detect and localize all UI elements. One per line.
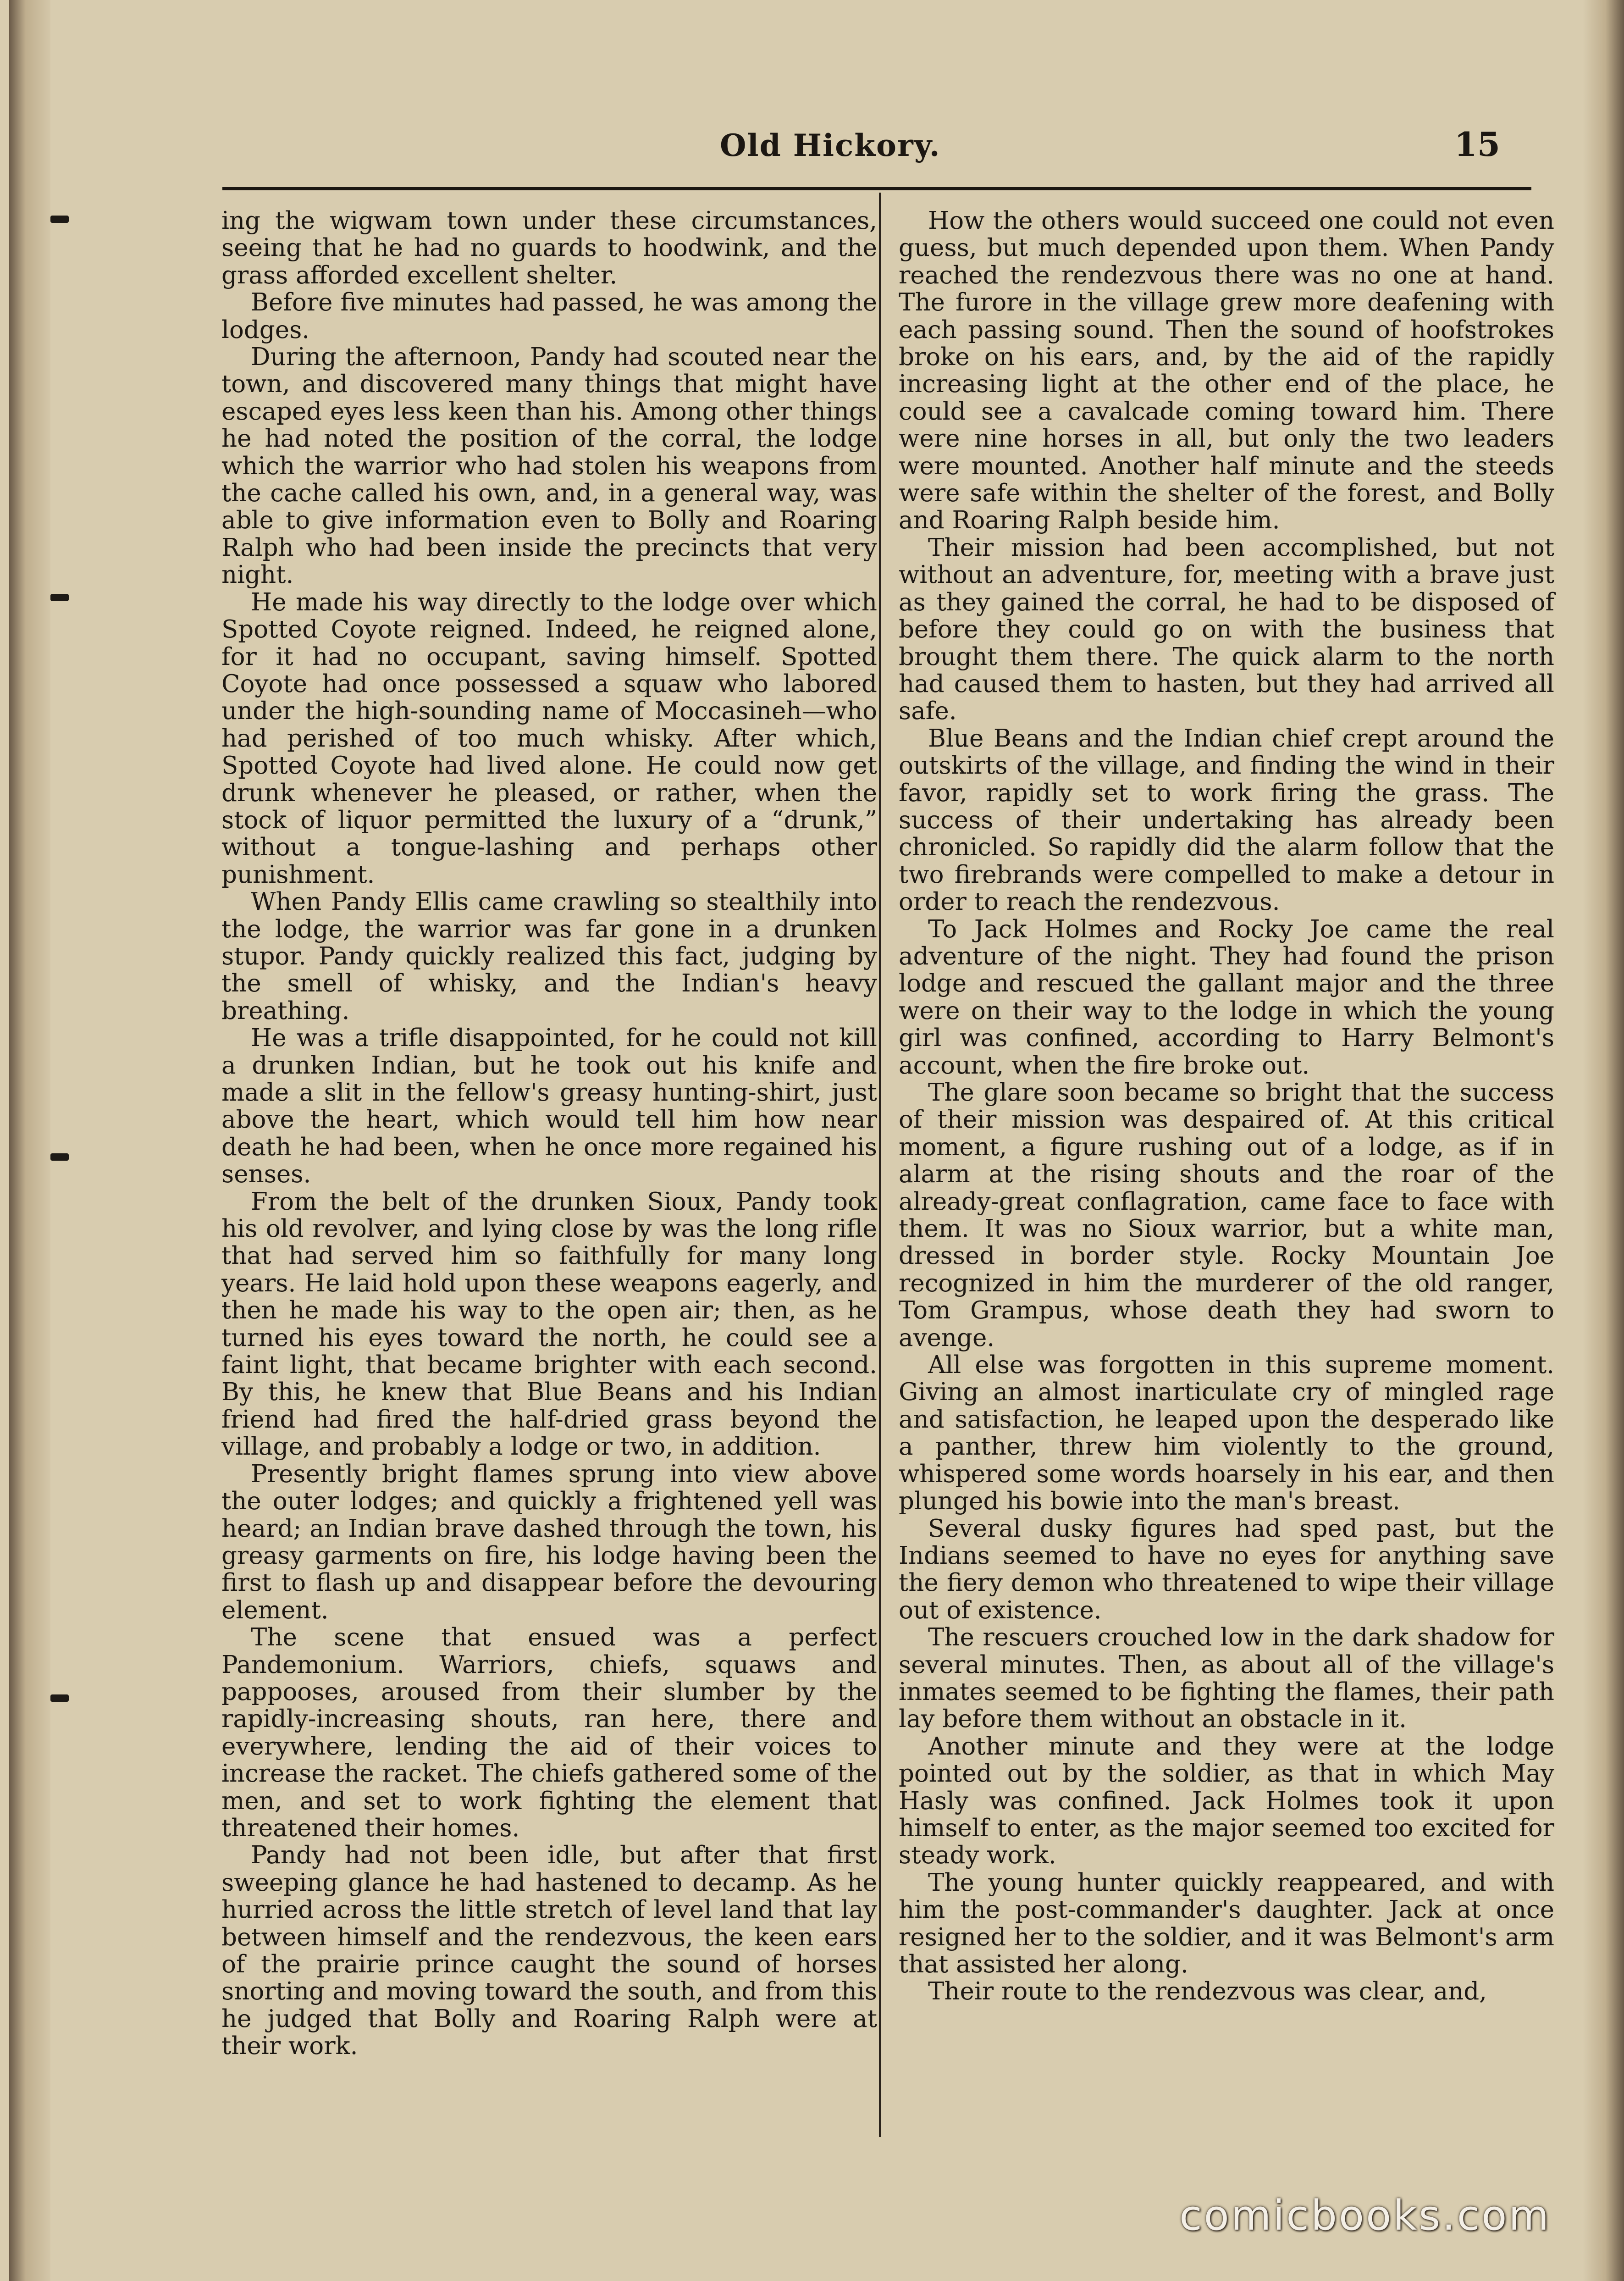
page-right-edge	[1583, 0, 1624, 2281]
page-left-edge	[9, 0, 50, 2281]
running-head-title: Old Hickory.	[720, 127, 941, 163]
header-rule	[222, 187, 1531, 190]
paragraph: ing the wigwam town under these circumstances, seeing that he had no guards to hoodwink, and the grass afforded excellent shelter.	[221, 207, 877, 289]
paragraph: The glare soon became so bright that the success of their mission was despaired of. At this critical moment, a figure rushing out of a lodge, as if in alarm at the rising shouts and the roar of the already-great conflagration, came face to face with them. It was no Sioux warrior, but a white man, dressed in border style. Rocky Mountain Joe recognized in him the murderer of the old ranger, Tom Grampus, whose death they had sworn to avenge.	[899, 1079, 1554, 1352]
paragraph: The young hunter quickly reappeared, and with him the post-commander's daughter. Jack at once resigned her to the soldier, and it was Belmont's arm that assisted her along.	[899, 1868, 1554, 1978]
paragraph: How the others would succeed one could not even guess, but much depended upon them. When Pandy reached the rendezvous there was no one at hand. The furore in the village grew more deafening with each passing sound. Then the sound of hoofstrokes broke on his ears, and, by the aid of the rapidly increasing light at the other end of the place, he could see a cavalcade coming toward him. There were nine horses in all, but only the two leaders were mounted. Another half minute and the steeds were safe within the shelter of the forest, and Bolly and Roaring Ralph beside him.	[899, 207, 1554, 535]
magazine-page	[9, 0, 1624, 2281]
paragraph: Their route to the rendezvous was clear, and,	[928, 1977, 1487, 2006]
watermark-text: comicbooks.com	[1179, 2192, 1551, 2240]
paragraph: From the belt of the drunken Sioux, Pandy took his old revolver, and lying close by was the long rifle that had served him so faithfully for many long years. He laid hold upon these weapons eagerly, and then he made his way to the open air; then, as he turned his eyes toward the north, he could see a faint light, that became brighter with each second. By this, he knew that Blue Beans and his Indian friend had fired the half-dried grass beyond the village, and probably a lodge or two, in addition.	[221, 1187, 877, 1461]
paragraph: Pandy had not been idle, but after that first sweeping glance he had hastened to decamp. As he hurried across the little stretch of level land that lay between himself and the rendezvous, the keen ears of the prairie prince caught the sound of horses snorting and moving toward the south, and from this he judged that Bolly and Roaring Ralph were at their work.	[221, 1841, 877, 2060]
paragraph: To Jack Holmes and Rocky Joe came the real adventure of the night. They had found the prison lodge and rescued the gallant major and the three were on their way to the lodge in which the young girl was confined, according to Harry Belmont's account, when the fire broke out.	[899, 915, 1554, 1080]
paragraph: Their mission had been accomplished, but not without an adventure, for, meeting with a brave just as they gained the corral, he had to be disposed of before they could go on with the business that brought them there. The quick alarm to the north had caused them to hasten, but they had arrived all safe.	[899, 533, 1554, 725]
binding-staple-mark	[50, 594, 69, 601]
paragraph: Before five minutes had passed, he was among the lodges.	[221, 288, 877, 344]
paragraph: When Pandy Ellis came crawling so stealthily into the lodge, the warrior was far gone in a drunken stupor. Pandy quickly realized this fact, judging by the smell of whisky, and the Indian's heavy breathing.	[221, 888, 877, 1025]
page-number: 15	[1454, 125, 1500, 164]
binding-staple-mark	[50, 216, 69, 223]
column-divider	[879, 193, 881, 2137]
paragraph: Presently bright flames sprung into view above the outer lodges; and quickly a frightened yell was heard; an Indian brave dashed through the town, his greasy garments on fire, his lodge having been the first to flash up and disappear before the devouring element.	[221, 1460, 877, 1624]
left-column	[221, 207, 877, 2060]
paragraph: Blue Beans and the Indian chief crept around the outskirts of the village, and finding the wind in their favor, rapidly set to work firing the grass. The success of their undertaking has already been chronicled. So rapidly did the alarm follow that the two firebrands were compelled to make a detour in order to reach the rendezvous.	[899, 724, 1554, 916]
paragraph: He was a trifle disappointed, for he could not kill a drunken Indian, but he took out his knife and made a slit in the fellow's greasy hunting-shirt, just above the heart, which would tell him how near death he had been, when he once more regained his senses.	[221, 1024, 877, 1189]
paragraph: Several dusky figures had sped past, but the Indians seemed to have no eyes for anything save the fiery demon who threatened to wipe their village out of existence.	[899, 1514, 1554, 1624]
right-column	[899, 207, 1554, 2005]
paragraph: He made his way directly to the lodge over which Spotted Coyote reigned. Indeed, he reigned alone, for it had no occupant, saving himself. Spotted Coyote had once possessed a squaw who labored under the high-sounding name of Moccasineh—who had perished of too much whisky. After which, Spotted Coyote had lived alone. He could now get drunk whenever he pleased, or rather, when the stock of liquor permitted the luxury of a “drunk,” without a tongue-lashing and perhaps other punishment.	[221, 588, 877, 889]
paragraph: Another minute and they were at the lodge pointed out by the soldier, as that in which May Hasly was confined. Jack Holmes took it upon himself to enter, as the major seemed too excited for steady work.	[899, 1732, 1554, 1870]
paragraph: All else was forgotten in this supreme moment. Giving an almost inarticulate cry of mingled rage and satisfaction, he leaped upon the desperado like a panther, threw him violently to the ground, whispered some words hoarsely in his ear, and then plunged his bowie into the man's breast.	[899, 1351, 1554, 1516]
paragraph: The scene that ensued was a perfect Pandemonium. Warriors, chiefs, squaws and pappooses, aroused from their slumber by the rapidly-increasing shouts, ran here, there and everywhere, lending the aid of their voices to increase the racket. The chiefs gathered some of the men, and set to work fighting the element that threatened their homes.	[221, 1623, 877, 1842]
binding-staple-mark	[50, 1694, 69, 1702]
paragraph: During the afternoon, Pandy had scouted near the town, and discovered many things that might have escaped eyes less keen than his. Among other things he had noted the position of the corral, the lodge which the warrior who had stolen his weapons from the cache called his own, and, in a general way, was able to give information even to Bolly and Roaring Ralph who had been inside the precincts that very night.	[221, 343, 877, 589]
binding-staple-mark	[50, 1153, 69, 1161]
paragraph: The rescuers crouched low in the dark shadow for several minutes. Then, as about all of the village's inmates seemed to be fighting the flames, their path lay before them without an obstacle in it.	[899, 1623, 1554, 1733]
